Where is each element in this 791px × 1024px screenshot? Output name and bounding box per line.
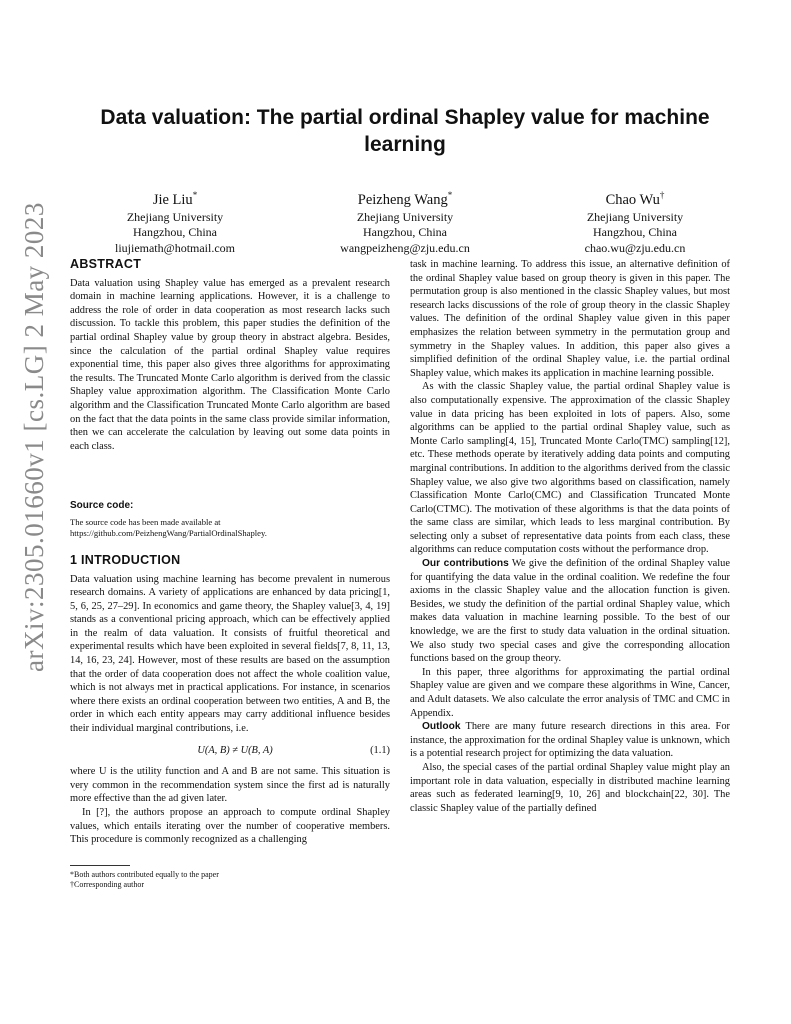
author-affiliation: Zhejiang University <box>356 209 454 224</box>
author-name: Jie Liu <box>152 191 193 208</box>
intro-paragraph-3: In [?], the authors propose an approach to compute ordinal Shapley values, which entails iterating over the number of cooperative members. This procedure is commonly recognized as a challenging <box>70 807 390 846</box>
author-email: wangpeizheng@zju.edu.cn <box>340 240 470 255</box>
abstract-heading: ABSTRACT <box>70 257 142 271</box>
paper-title: Data valuation: The partial ordinal Shapley value for machine learning <box>100 106 710 156</box>
arxiv-identifier: arXiv:2305.01660v1 [cs.LG] 2 May 2023 <box>19 202 49 672</box>
right-paragraph-1: task in machine learning. To address this issue, an alternative definition of the ordinal Shapley value based on group theory is given in this paper. The permutation group is also mentioned in the classic Shapley values, but most research lacks discussions of the role of group theory in the classic Shapley values. The definition of the ordinal Shapley value given in this paper emphasizes the relation between symmetry in the permutation group and symmetry in the Shapley values. In addition, this paper also gives a simplified definition of the ordinal Shapley value, i.e. the partial ordinal Shapley value, which makes its application in machine learning possible. <box>410 259 730 379</box>
author-mark: * <box>447 190 453 200</box>
author-email: chao.wu@zju.edu.cn <box>584 240 686 255</box>
author-block <box>60 186 750 256</box>
equation-number: (1.1) <box>370 744 390 756</box>
footnote-rule <box>70 865 130 866</box>
contributions-text: We give the definition of the ordinal Shapley value for quantifying the data value in the ordinal coalition. We redefine the four axioms in the classic Shapley value and the allocation function is given. Besides, we study the definition of the partial ordinal Shapley value, which makes data valuation in machine learning possible. To the best of our knowledge, we are the first to study data valuation in the ordinal situation. We also study two special cases and give the corresponding allocation functions based on the group theory. <box>410 558 730 665</box>
author-2 <box>290 186 520 256</box>
outlook-text: There are many future research directions in this area. For instance, the approximation for the ordinal Shapley value is unknown, which is a potential research project for optimizing the data valuation. <box>410 721 730 760</box>
contributions-paragraph <box>410 557 730 666</box>
author-mark: † <box>659 190 665 200</box>
introduction-heading: 1 INTRODUCTION <box>70 552 181 567</box>
author-email: liujiemath@hotmail.com <box>114 240 236 255</box>
author-affiliation: Zhejiang University <box>586 209 684 224</box>
source-code-heading: Source code: <box>70 500 134 512</box>
arxiv-sidebar <box>14 202 54 672</box>
left-column <box>70 258 390 891</box>
author-location: Hangzhou, China <box>133 225 217 240</box>
footnote-corresponding: †Corresponding author <box>70 880 144 890</box>
intro-paragraph-2: where U is the utility function and A and B are not same. This situation is very common in the recommendation system since the first ad is naturally more effective than the ad given later. <box>70 766 390 805</box>
footnote-equal-contribution: *Both authors contributed equally to the paper <box>70 869 219 879</box>
intro-paragraph-1: Data valuation using machine learning has become prevalent in numerous research domains. A variety of applications are enhanced by data pricing[1, 5, 6, 25, 27–29]. In economics and game theory, the Shapley value[3, 4, 19] stands as a conventional pricing approach, which can be effectively applied in the realm of data valuation. It consists of fruitful theoretical and experimental results which have been exploited in several fields[7, 8, 11, 13, 14, 16, 23, 24]. However, most of these results are based on the assumption that the order of data cooperation does not affect the whole coalition value, which is not always met in practical applications. For instance, in scenarios where there exists an ordinal cooperation between two entities, A and B, the order in which each entity appears may carry additional influence besides their individual marginal contributions, i.e. <box>70 573 390 735</box>
author-name: Chao Wu <box>605 191 660 208</box>
outlook-paragraph <box>410 720 730 761</box>
right-paragraph-2: As with the classic Shapley value, the partial ordinal Shapley value is also computationally expensive. The approximation of the classic Shapley value in data pricing has been exploited in lots of papers. Also, some algorithms can be applied to the partial ordinal Shapley value, such as Monte Carlo sampling[4, 15], Truncated Monte Carlo(TMC) sampling[12], etc. These methods operate by iteratively adding data points and computing marginal contributions. In addition to the algorithms derived from the classic Shapley value, we also give two algorithms based on classification, namely Classification Monte Carlo(CMC) and Classification Truncated Monte Carlo(CTMC). The motivation of these algorithms is that the data points of the same class are similar, which leads to less marginal contribution. By selecting only a subset of representative data points from each class, these algorithms can reduce computation costs without the performance drop. <box>410 381 730 556</box>
author-affiliation: Zhejiang University <box>126 209 224 224</box>
right-column <box>410 258 730 815</box>
author-1 <box>60 186 290 256</box>
author-name: Peizheng Wang <box>357 191 448 208</box>
source-code-text: The source code has been made available at https://github.com/PeizhengWang/PartialOrdinalShapley. <box>70 516 267 539</box>
author-location: Hangzhou, China <box>363 225 447 240</box>
abstract-text: Data valuation using Shapley value has emerged as a prevalent research domain in machine learning applications. However, it is a challenge to address the role of order in data cooperation as most research lacks such discussion. To tackle this problem, this paper studies the definition of the partial ordinal Shapley value by group theory in abstract algebra. Besides, since the calculation of the partial ordinal Shapley value requires exponential time, this paper also gives three algorithms for approximating the results. The Truncated Monte Carlo algorithm is derived from the classic Shapley value approximation algorithm. The Classification Monte Carlo algorithm and the Classification Truncated Monte Carlo algorithm are based on the fact that the data points in the same class provide similar information, then we can accelerate the calculation by leaving out some data points in each class. <box>70 277 390 452</box>
outlook-lead: Outlook <box>422 721 461 733</box>
equation-1-1 <box>70 744 390 758</box>
contributions-lead: Our contributions <box>422 558 509 570</box>
author-mark: * <box>192 190 198 200</box>
author-3 <box>520 186 750 256</box>
equation-body: U(A, B) ≠ U(B, A) <box>197 744 273 756</box>
author-location: Hangzhou, China <box>593 225 677 240</box>
right-paragraph-6: Also, the special cases of the partial ordinal Shapley value might play an important role in data valuation, especially in distributed machine learning areas such as federated learning[9, 10, 26] and blockchain[22, 30]. The classic Shapley value of the partially defined <box>410 761 730 814</box>
right-paragraph-4: In this paper, three algorithms for approximating the partial ordinal Shapley value are given and we compare these algorithms in Wine, Cancer, and Adult datasets. We also calculate the error analysis of TMC and CMC in Appendix. <box>410 666 730 719</box>
